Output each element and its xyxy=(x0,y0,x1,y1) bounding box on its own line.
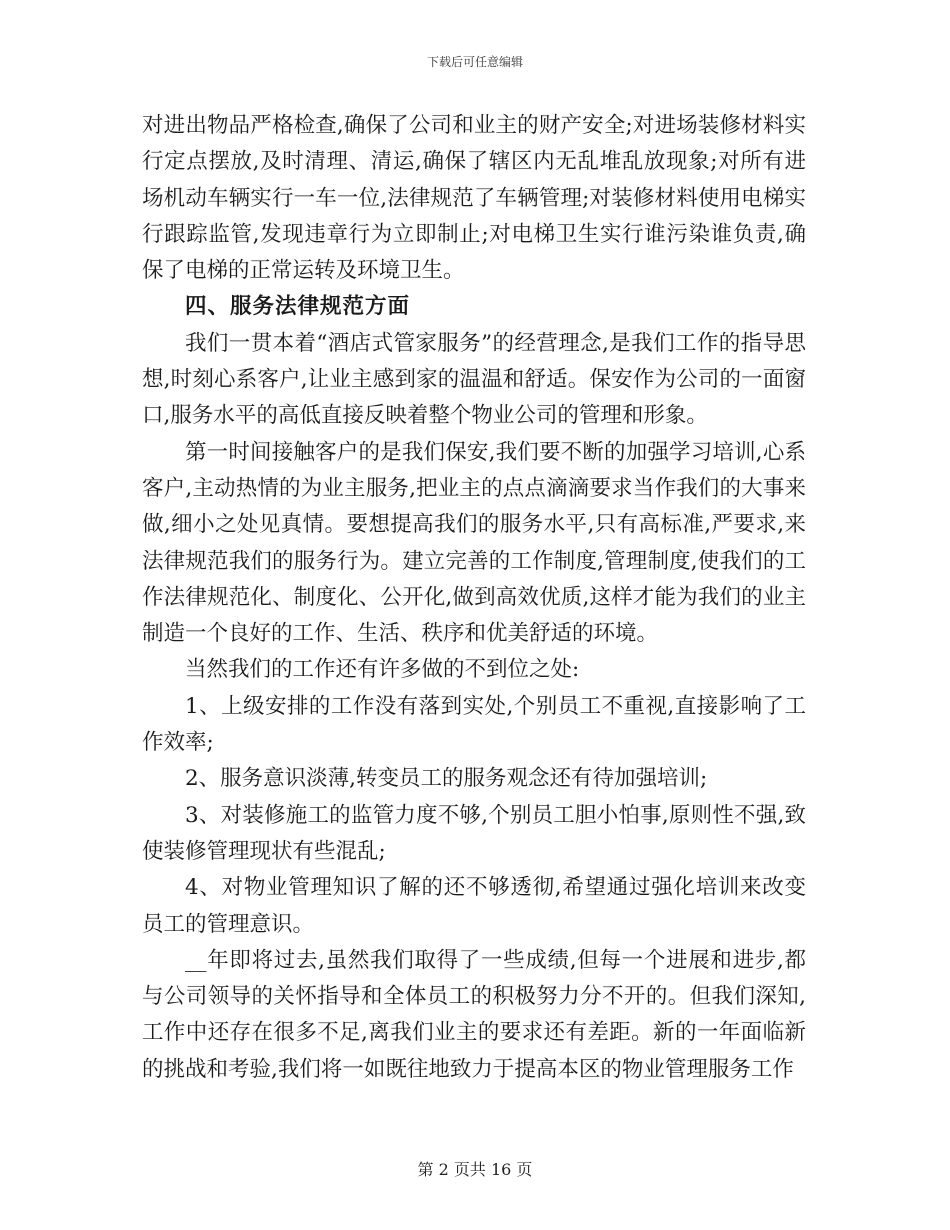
list-item: 3、对装修施工的监管力度不够,个别员工胆小怕事,原则性不强,致使装修管理现状有些混乱; xyxy=(142,802,806,864)
page-header: 下载后可任意编辑 xyxy=(426,55,523,69)
document-body xyxy=(142,108,806,1088)
list-item: 1、上级安排的工作没有落到实处,个别员工不重视,直接影响了工作效率; xyxy=(142,693,806,756)
list-item: 2、服务意识淡薄,转变员工的服务观念还有待加强培训; xyxy=(185,766,708,792)
section-heading: 四、服务法律规范方面 xyxy=(185,294,411,320)
body-paragraph: 对进出物品严格检查,确保了公司和业主的财产安全;对进场装修材料实行定点摆放,及时清理、清运,确保了辖区内无乱堆乱放现象;对所有进场机动车辆实行一车一位,法律规范了车辆管理;对装修材料使用电梯实行跟踪监管,发现违章行为立即制止;对电梯卫生实行谁污染谁负责,确保了电梯的正常运转及环境卫生。 xyxy=(142,113,806,284)
list-item: 4、对物业管理知识了解的还不够透彻,希望通过强化培训来改变员工的管理意识。 xyxy=(142,875,806,937)
body-paragraph: 我们一贯本着“酒店式管家服务”的经营理念,是我们工作的指导思想,时刻心系客户,让业主感到家的温温和舒适。保安作为公司的一面窗口,服务水平的高低直接反映着整个物业公司的管理和形象。 xyxy=(142,330,806,429)
body-paragraph: 第一时间接触客户的是我们保安,我们要不断的加强学习培训,心系客户,主动热情的为业主服务,把业主的点点滴滴要求当作我们的大事来做,细小之处见真情。要想提高我们的服务水平,只有高标准,严要求,来法律规范我们的服务行为。建立完善的工作制度,管理制度,使我们的工作法律规范化、制度化、公开化,做到高效优质,这样才能为我们的业主制造一个良好的工作、生活、秩序和优美舒适的环境。 xyxy=(142,439,806,647)
page-number: 第 2 页共 16 页 xyxy=(417,1160,533,1179)
body-paragraph: __年即将过去,虽然我们取得了一些成绩,但每一个进展和进步,都与公司领导的关怀指导和全体员工的积极努力分不开的。但我们深知,工作中还存在很多不足,离我们业主的要求还有差距。新的一年面临新的挑战和考验,我们将一如既往地致力于提高本区的物业管理服务工作 xyxy=(142,947,806,1082)
body-paragraph: 当然我们的工作还有许多做的不到位之处: xyxy=(185,657,580,683)
